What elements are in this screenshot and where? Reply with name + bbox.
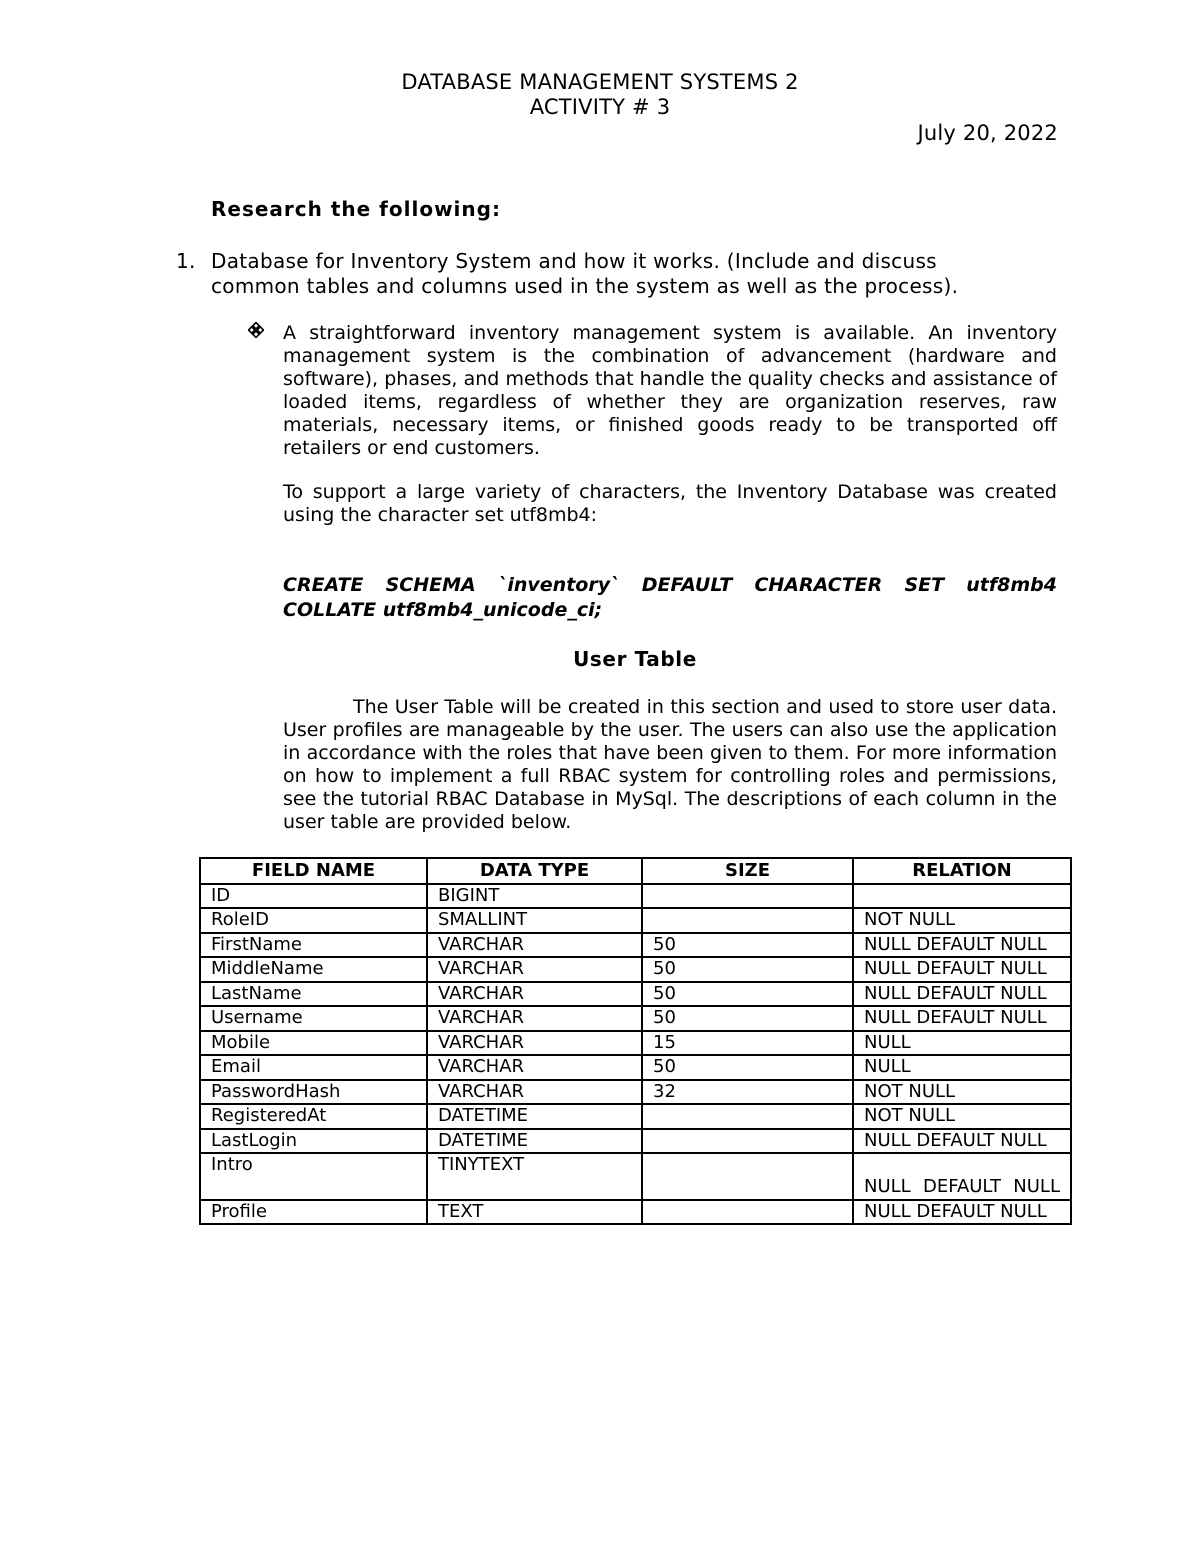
diamond-bullet-icon	[248, 322, 264, 338]
field-name-cell: PasswordHash	[200, 1080, 427, 1105]
relation-cell: NULL DEFAULT NULL	[853, 1006, 1071, 1031]
table-row	[200, 957, 1071, 982]
field-name-cell: Intro	[200, 1153, 427, 1200]
table-header-row	[200, 858, 1071, 884]
data-type-cell: BIGINT	[427, 884, 642, 909]
document-date: July 20, 2022	[917, 121, 1058, 145]
relation-cell: NOT NULL	[853, 908, 1071, 933]
field-name-cell: Email	[200, 1055, 427, 1080]
data-type-cell: VARCHAR	[427, 1006, 642, 1031]
relation-cell: NULL DEFAULT NULL	[853, 957, 1071, 982]
table-row	[200, 1104, 1071, 1129]
list-item-number: 1.	[176, 249, 196, 273]
data-type-cell: TEXT	[427, 1200, 642, 1225]
charset-paragraph: To support a large variety of characters, the Inventory Database was created using the character set utf8mb4:	[283, 481, 1057, 527]
field-name-cell: Username	[200, 1006, 427, 1031]
size-cell: 50	[642, 982, 853, 1007]
relation-text: NULL DEFAULT NULL	[864, 1176, 1060, 1197]
field-name-cell: RoleID	[200, 908, 427, 933]
size-cell	[642, 1153, 853, 1200]
relation-cell: NULL DEFAULT NULL	[853, 1200, 1071, 1225]
data-type-cell: VARCHAR	[427, 1080, 642, 1105]
column-header: SIZE	[642, 858, 853, 884]
size-cell: 50	[642, 1006, 853, 1031]
relation-cell: NULL	[853, 1055, 1071, 1080]
sql-statement: CREATE SCHEMA `inventory` DEFAULT CHARACTER SET utf8mb4 COLLATE utf8mb4_unicode_ci;	[283, 574, 1057, 621]
data-type-cell: SMALLINT	[427, 908, 642, 933]
size-cell	[642, 908, 853, 933]
size-cell	[642, 1104, 853, 1129]
data-type-cell: TINYTEXT	[427, 1153, 642, 1200]
document-title: DATABASE MANAGEMENT SYSTEMS 2	[401, 70, 799, 94]
field-name-cell: LastLogin	[200, 1129, 427, 1154]
column-header: DATA TYPE	[427, 858, 642, 884]
size-cell	[642, 884, 853, 909]
data-type-cell: VARCHAR	[427, 1055, 642, 1080]
research-question-line-2: common tables and columns used in the system as well as the process).	[211, 274, 959, 298]
relation-cell: NULL DEFAULT NULL	[853, 933, 1071, 958]
field-name-cell: MiddleName	[200, 957, 427, 982]
relation-cell: NOT NULL	[853, 1104, 1071, 1129]
relation-cell	[853, 1153, 1071, 1200]
activity-title: ACTIVITY # 3	[529, 95, 671, 119]
field-name-cell: LastName	[200, 982, 427, 1007]
field-name-cell: RegisteredAt	[200, 1104, 427, 1129]
intro-paragraph: A straightforward inventory management system is available. An inventory management system is the combination of advancement (hardware and software), phases, and methods that handle the quality checks and assistance of loaded items, regardless of whether they are organization reserves, raw materials, necessary items, or finished goods ready to be transported off retailers or end customers.	[283, 322, 1057, 460]
size-cell	[642, 1200, 853, 1225]
data-type-cell: DATETIME	[427, 1129, 642, 1154]
size-cell: 32	[642, 1080, 853, 1105]
research-heading: Research the following:	[211, 197, 501, 221]
table-row	[200, 1006, 1071, 1031]
relation-cell	[853, 884, 1071, 909]
relation-cell: NULL	[853, 1031, 1071, 1056]
data-type-cell: DATETIME	[427, 1104, 642, 1129]
column-header: FIELD NAME	[200, 858, 427, 884]
table-row	[200, 1153, 1071, 1200]
data-type-cell: VARCHAR	[427, 982, 642, 1007]
size-cell: 50	[642, 957, 853, 982]
data-type-cell: VARCHAR	[427, 1031, 642, 1056]
table-row	[200, 1200, 1071, 1225]
table-row	[200, 1031, 1071, 1056]
table-row	[200, 933, 1071, 958]
table-row	[200, 1129, 1071, 1154]
user-table	[199, 857, 1072, 1225]
table-row	[200, 1080, 1071, 1105]
relation-cell: NULL DEFAULT NULL	[853, 1129, 1071, 1154]
field-name-cell: FirstName	[200, 933, 427, 958]
table-row	[200, 982, 1071, 1007]
relation-cell: NOT NULL	[853, 1080, 1071, 1105]
table-row	[200, 884, 1071, 909]
user-table-paragraph: The User Table will be created in this section and used to store user data. User profiles are manageable by the user. The users can also use the application in accordance with the roles that have been given to them. For more information on how to implement a full RBAC system for controlling roles and permissions, see the tutorial RBAC Database in MySql. The descriptions of each column in the user table are provided below.	[283, 696, 1057, 834]
data-type-cell: VARCHAR	[427, 933, 642, 958]
size-cell: 50	[642, 933, 853, 958]
field-name-cell: Mobile	[200, 1031, 427, 1056]
table-row	[200, 908, 1071, 933]
data-type-cell: VARCHAR	[427, 957, 642, 982]
size-cell: 15	[642, 1031, 853, 1056]
field-name-cell: ID	[200, 884, 427, 909]
size-cell: 50	[642, 1055, 853, 1080]
field-name-cell: Profile	[200, 1200, 427, 1225]
research-question-line-1: Database for Inventory System and how it works. (Include and discuss	[211, 249, 937, 273]
table-row	[200, 1055, 1071, 1080]
section-title: User Table	[573, 647, 697, 671]
size-cell	[642, 1129, 853, 1154]
column-header: RELATION	[853, 858, 1071, 884]
relation-cell: NULL DEFAULT NULL	[853, 982, 1071, 1007]
